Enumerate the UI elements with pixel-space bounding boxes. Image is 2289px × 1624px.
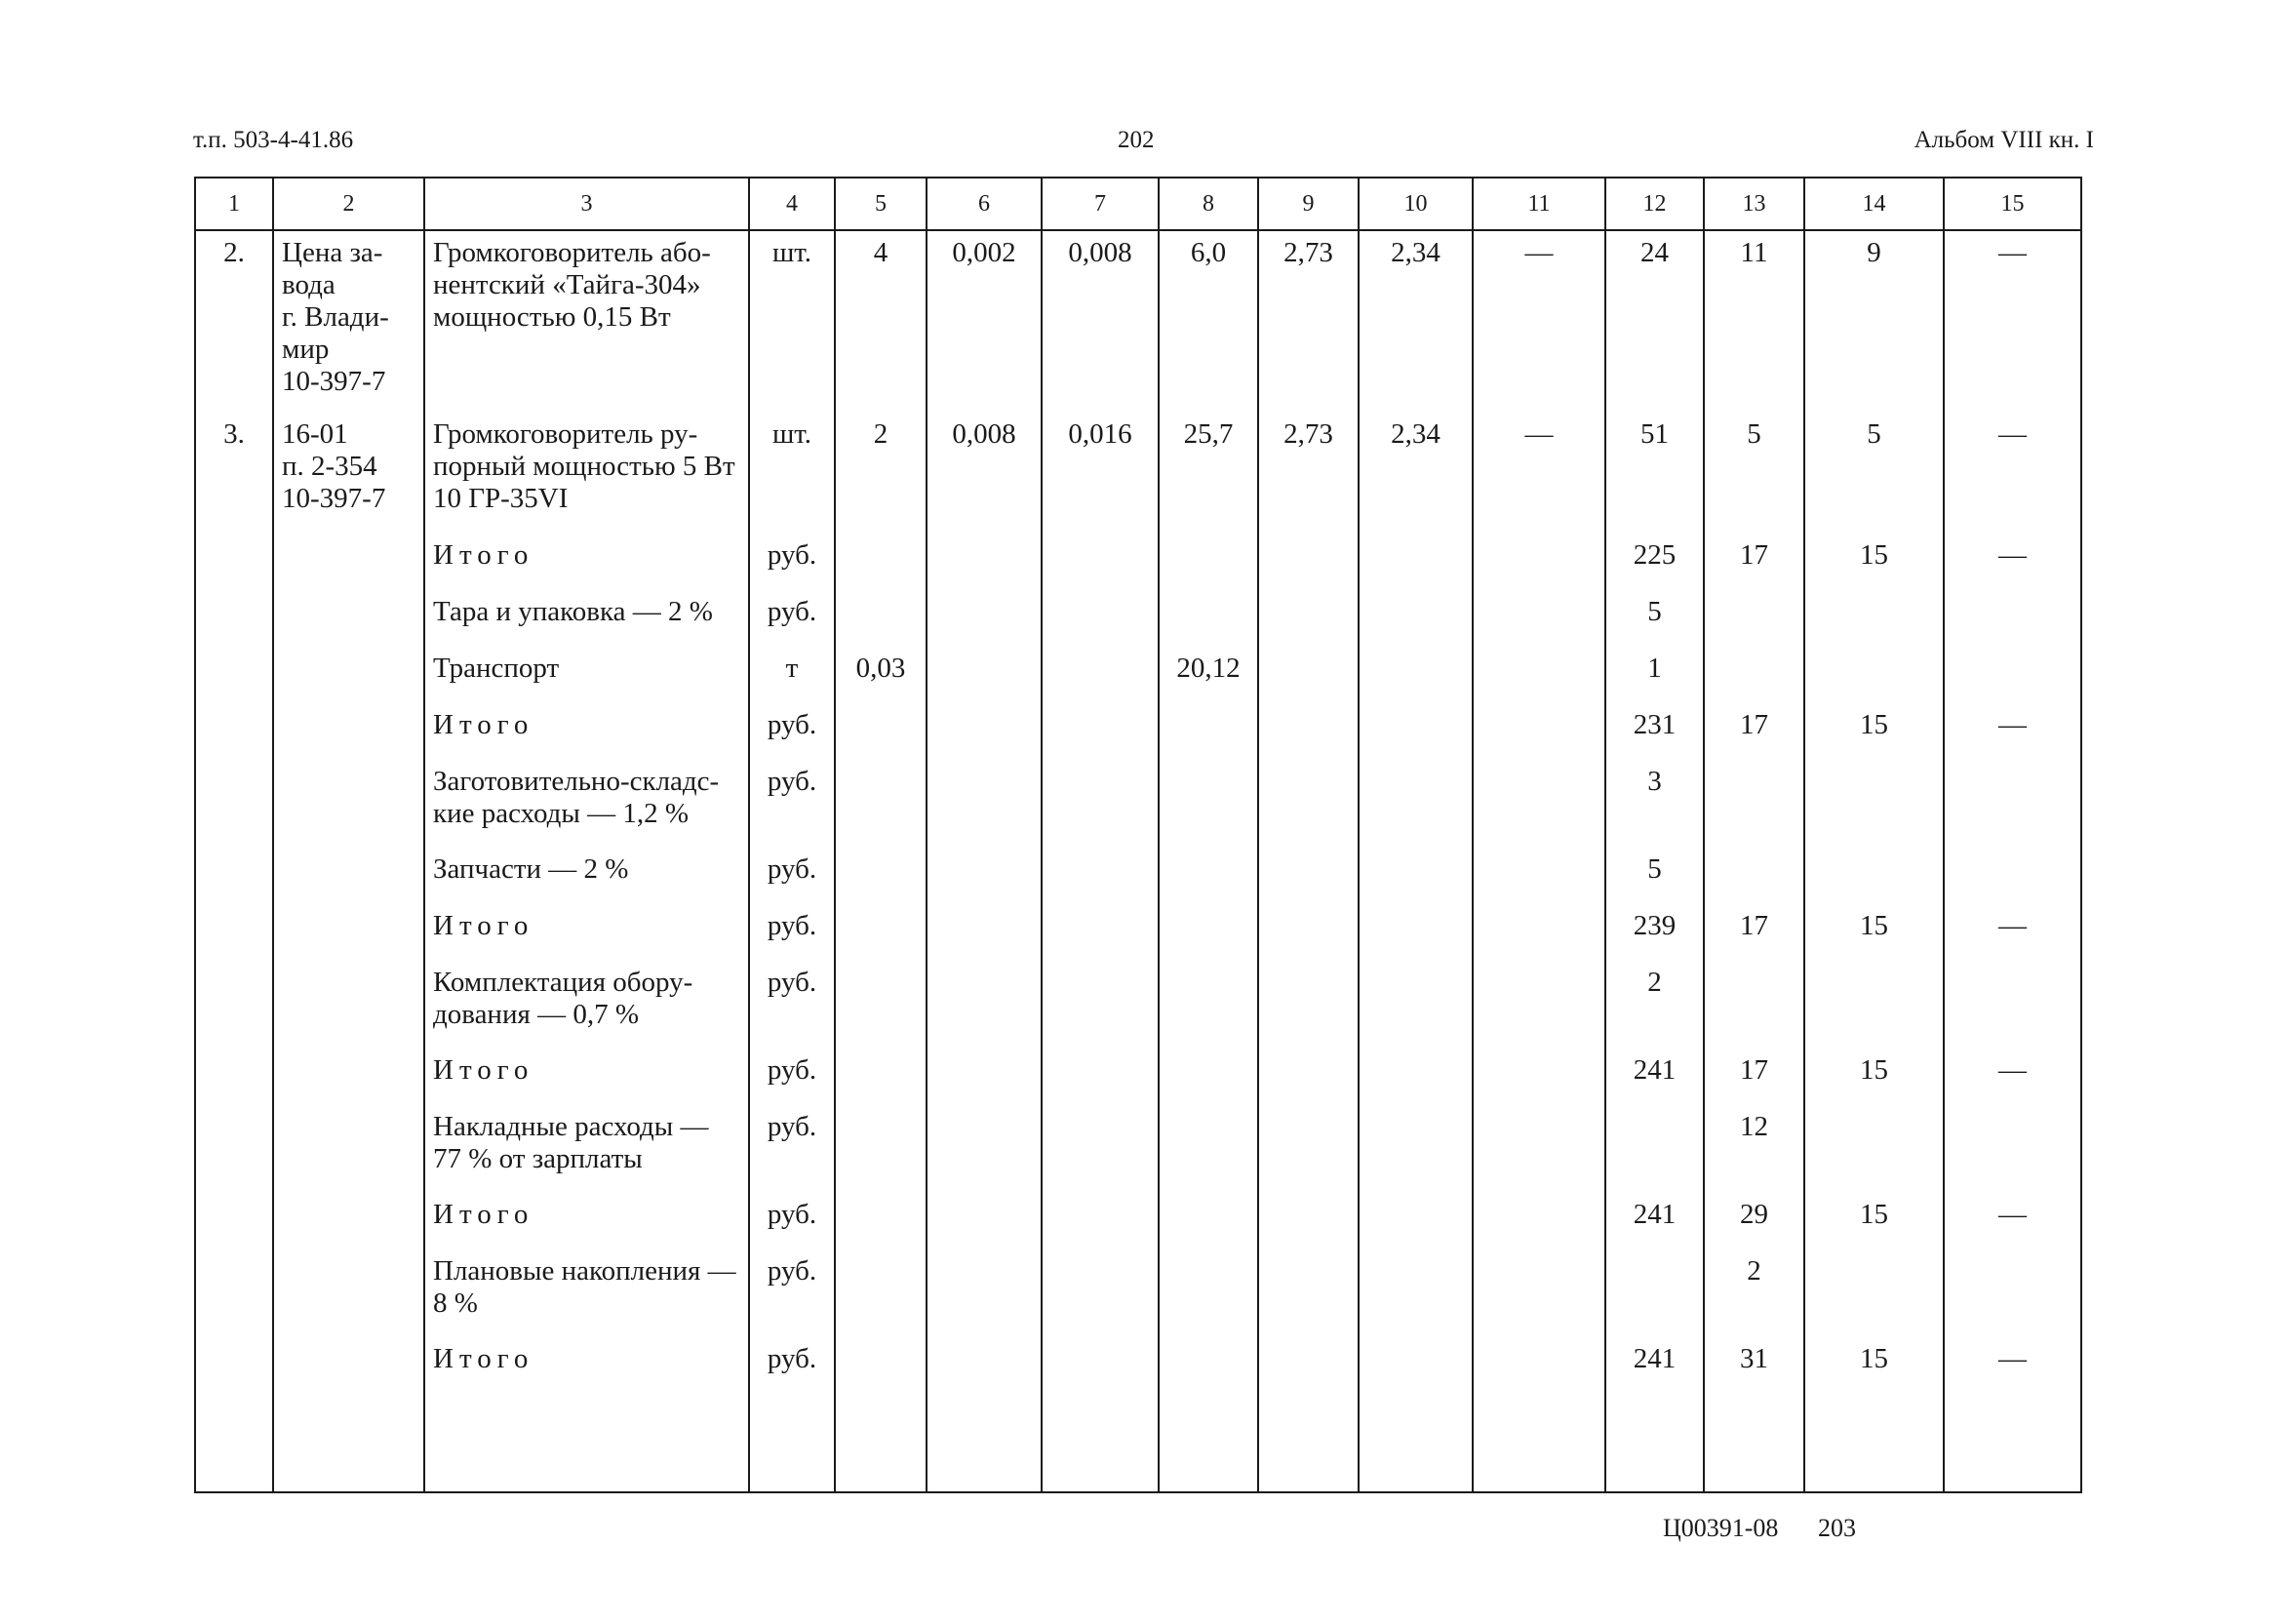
table-cell-col-4: руб. bbox=[749, 1337, 835, 1398]
table-cell-col-1 bbox=[195, 848, 273, 904]
table-cell-col-5: 2 bbox=[835, 413, 927, 534]
table-row bbox=[195, 904, 2081, 961]
table-cell-col-14: 5 bbox=[1804, 413, 1944, 534]
table-cell-col-6: 0,002 bbox=[927, 230, 1042, 413]
table-cell-col-9 bbox=[1258, 848, 1359, 904]
table-cell-col-13: 17 bbox=[1704, 1049, 1804, 1105]
table-cell-col-1 bbox=[195, 1337, 273, 1398]
table-cell-col-4: руб. bbox=[749, 848, 835, 904]
table-cell-col-7 bbox=[1042, 1193, 1159, 1249]
table-cell-col-11 bbox=[1473, 590, 1605, 647]
table-cell-col-15: — bbox=[1944, 904, 2081, 961]
table-cell-col-13 bbox=[1704, 848, 1804, 904]
table-cell-col-11 bbox=[1473, 1337, 1605, 1398]
table-cell-col-1 bbox=[195, 1249, 273, 1337]
table-cell-col-4: шт. bbox=[749, 413, 835, 534]
table-cell-col-4: руб. bbox=[749, 961, 835, 1049]
table-cell-col-10 bbox=[1359, 1105, 1473, 1193]
table-cell-col-14 bbox=[1804, 647, 1944, 703]
table-cell-col-14 bbox=[1804, 1105, 1944, 1193]
table-cell-col-9 bbox=[1258, 647, 1359, 703]
table-cell-col-7 bbox=[1042, 1249, 1159, 1337]
table-cell-col-13: 31 bbox=[1704, 1337, 1804, 1398]
column-header: 4 bbox=[749, 178, 835, 230]
table-cell-col-10 bbox=[1359, 1049, 1473, 1105]
table-cell-col-14 bbox=[1804, 848, 1944, 904]
table-cell-col-2 bbox=[273, 848, 424, 904]
table-cell-col-12 bbox=[1605, 1105, 1704, 1193]
table-cell-col-1 bbox=[195, 760, 273, 848]
table-cell-col-5 bbox=[835, 1049, 927, 1105]
table-cell-col-3: Заготовительно-складс- кие расходы — 1,2 % bbox=[424, 760, 749, 848]
table-cell-col-8 bbox=[1159, 848, 1258, 904]
column-header: 2 bbox=[273, 178, 424, 230]
table-cell-col-3: Итого bbox=[424, 904, 749, 961]
table-cell-col-2 bbox=[273, 534, 424, 590]
estimate-table-body bbox=[195, 230, 2081, 1492]
table-cell-col-1: 2. bbox=[195, 230, 273, 413]
table-cell-col-6 bbox=[927, 703, 1042, 760]
table-cell-col-8 bbox=[1159, 1105, 1258, 1193]
page-number: 202 bbox=[1118, 127, 1155, 153]
table-cell-col-6 bbox=[927, 647, 1042, 703]
table-cell-col-12 bbox=[1605, 1249, 1704, 1337]
table-cell-col-12: 51 bbox=[1605, 413, 1704, 534]
table-cell-col-7 bbox=[1042, 703, 1159, 760]
table-cell-col-11 bbox=[1473, 703, 1605, 760]
table-cell-col-8 bbox=[1159, 904, 1258, 961]
table-cell-col-1 bbox=[195, 534, 273, 590]
empty-cell bbox=[927, 1398, 1042, 1492]
table-cell-col-4: руб. bbox=[749, 590, 835, 647]
column-header: 8 bbox=[1159, 178, 1258, 230]
estimate-table bbox=[194, 177, 2082, 1493]
footer bbox=[1663, 1514, 1889, 1543]
table-cell-col-9 bbox=[1258, 703, 1359, 760]
table-cell-col-13: 12 bbox=[1704, 1105, 1804, 1193]
table-cell-col-6 bbox=[927, 904, 1042, 961]
column-header: 6 bbox=[927, 178, 1042, 230]
empty-cell bbox=[835, 1398, 927, 1492]
table-cell-col-14: 15 bbox=[1804, 1193, 1944, 1249]
table-cell-col-3: Запчасти — 2 % bbox=[424, 848, 749, 904]
table-cell-col-4: руб. bbox=[749, 1049, 835, 1105]
empty-cell bbox=[1042, 1398, 1159, 1492]
table-cell-col-8 bbox=[1159, 1049, 1258, 1105]
table-cell-col-10 bbox=[1359, 961, 1473, 1049]
column-header: 7 bbox=[1042, 178, 1159, 230]
table-cell-col-1 bbox=[195, 1049, 273, 1105]
table-cell-col-14 bbox=[1804, 961, 1944, 1049]
table-cell-col-8 bbox=[1159, 590, 1258, 647]
table-cell-col-15: — bbox=[1944, 534, 2081, 590]
table-cell-col-15: — bbox=[1944, 1049, 2081, 1105]
table-cell-col-13: 5 bbox=[1704, 413, 1804, 534]
column-header: 14 bbox=[1804, 178, 1944, 230]
table-cell-col-5 bbox=[835, 1105, 927, 1193]
empty-cell bbox=[424, 1398, 749, 1492]
table-cell-col-15 bbox=[1944, 647, 2081, 703]
table-cell-col-10 bbox=[1359, 1193, 1473, 1249]
table-cell-col-2: 16-01 п. 2-354 10-397-7 bbox=[273, 413, 424, 534]
empty-cell bbox=[1704, 1398, 1804, 1492]
table-cell-col-7 bbox=[1042, 760, 1159, 848]
table-cell-col-6 bbox=[927, 848, 1042, 904]
table-cell-col-10 bbox=[1359, 848, 1473, 904]
table-cell-col-14 bbox=[1804, 1249, 1944, 1337]
table-cell-col-9: 2,73 bbox=[1258, 413, 1359, 534]
table-cell-col-12: 24 bbox=[1605, 230, 1704, 413]
table-cell-col-1 bbox=[195, 904, 273, 961]
table-cell-col-14 bbox=[1804, 760, 1944, 848]
table-cell-col-11 bbox=[1473, 961, 1605, 1049]
table-cell-col-10 bbox=[1359, 904, 1473, 961]
empty-cell bbox=[273, 1398, 424, 1492]
table-cell-col-9 bbox=[1258, 590, 1359, 647]
table-row bbox=[195, 1105, 2081, 1193]
album-reference: Альбом VIII кн. I bbox=[1914, 127, 2094, 153]
table-cell-col-3: Громкоговоритель ру- порный мощностью 5 Вт 10 ГР-35VI bbox=[424, 413, 749, 534]
table-cell-col-5 bbox=[835, 904, 927, 961]
table-cell-col-12: 2 bbox=[1605, 961, 1704, 1049]
table-cell-col-11: — bbox=[1473, 413, 1605, 534]
table-cell-col-10 bbox=[1359, 703, 1473, 760]
table-cell-col-2 bbox=[273, 1249, 424, 1337]
table-cell-col-3: Накладные расходы — 77 % от зарплаты bbox=[424, 1105, 749, 1193]
table-cell-col-11 bbox=[1473, 848, 1605, 904]
table-cell-col-2 bbox=[273, 904, 424, 961]
table-cell-col-9: 2,73 bbox=[1258, 230, 1359, 413]
table-cell-col-10 bbox=[1359, 760, 1473, 848]
table-cell-col-10 bbox=[1359, 534, 1473, 590]
table-cell-col-9 bbox=[1258, 1049, 1359, 1105]
table-cell-col-6 bbox=[927, 760, 1042, 848]
table-cell-col-2 bbox=[273, 1337, 424, 1398]
table-cell-col-7 bbox=[1042, 961, 1159, 1049]
table-cell-col-2: Цена за- вода г. Влади- мир 10-397-7 bbox=[273, 230, 424, 413]
table-cell-col-1 bbox=[195, 1105, 273, 1193]
table-cell-col-3: Итого bbox=[424, 703, 749, 760]
table-cell-col-6 bbox=[927, 1337, 1042, 1398]
empty-cell bbox=[1804, 1398, 1944, 1492]
table-cell-col-9 bbox=[1258, 534, 1359, 590]
table-cell-col-5 bbox=[835, 1249, 927, 1337]
footer-code: Ц00391-08 bbox=[1663, 1514, 1779, 1542]
table-cell-col-1 bbox=[195, 590, 273, 647]
table-cell-col-3: Тара и упаковка — 2 % bbox=[424, 590, 749, 647]
table-cell-col-14: 9 bbox=[1804, 230, 1944, 413]
table-cell-col-9 bbox=[1258, 1249, 1359, 1337]
table-cell-col-10: 2,34 bbox=[1359, 413, 1473, 534]
table-row bbox=[195, 534, 2081, 590]
table-cell-col-1 bbox=[195, 961, 273, 1049]
table-cell-col-15: — bbox=[1944, 703, 2081, 760]
table-cell-col-4: т bbox=[749, 647, 835, 703]
column-header: 9 bbox=[1258, 178, 1359, 230]
table-cell-col-4: руб. bbox=[749, 1249, 835, 1337]
column-number-row bbox=[195, 178, 2081, 230]
table-cell-col-15: — bbox=[1944, 413, 2081, 534]
table-cell-col-8: 25,7 bbox=[1159, 413, 1258, 534]
empty-cell bbox=[1258, 1398, 1359, 1492]
table-row bbox=[195, 1049, 2081, 1105]
table-cell-col-9 bbox=[1258, 1337, 1359, 1398]
table-cell-col-8 bbox=[1159, 1337, 1258, 1398]
table-cell-col-7 bbox=[1042, 904, 1159, 961]
table-cell-col-9 bbox=[1258, 760, 1359, 848]
table-cell-col-2 bbox=[273, 961, 424, 1049]
table-cell-col-9 bbox=[1258, 961, 1359, 1049]
table-cell-col-10 bbox=[1359, 590, 1473, 647]
table-cell-col-7 bbox=[1042, 590, 1159, 647]
table-filler-row bbox=[195, 1398, 2081, 1492]
table-cell-col-15: — bbox=[1944, 1337, 2081, 1398]
table-row bbox=[195, 848, 2081, 904]
table-cell-col-3: Итого bbox=[424, 534, 749, 590]
table-cell-col-11 bbox=[1473, 1049, 1605, 1105]
table-cell-col-8: 6,0 bbox=[1159, 230, 1258, 413]
column-header: 5 bbox=[835, 178, 927, 230]
table-cell-col-10: 2,34 bbox=[1359, 230, 1473, 413]
table-cell-col-14: 15 bbox=[1804, 703, 1944, 760]
table-cell-col-15 bbox=[1944, 961, 2081, 1049]
column-header: 11 bbox=[1473, 178, 1605, 230]
table-cell-col-11 bbox=[1473, 647, 1605, 703]
table-cell-col-12: 5 bbox=[1605, 848, 1704, 904]
table-cell-col-9 bbox=[1258, 904, 1359, 961]
table-cell-col-11 bbox=[1473, 1105, 1605, 1193]
table-row bbox=[195, 1193, 2081, 1249]
table-row bbox=[195, 413, 2081, 534]
table-cell-col-3: Итого bbox=[424, 1049, 749, 1105]
table-cell-col-13: 17 bbox=[1704, 904, 1804, 961]
table-cell-col-15 bbox=[1944, 1249, 2081, 1337]
table-cell-col-6 bbox=[927, 534, 1042, 590]
table-cell-col-13: 29 bbox=[1704, 1193, 1804, 1249]
table-cell-col-5 bbox=[835, 703, 927, 760]
table-cell-col-5 bbox=[835, 534, 927, 590]
table-cell-col-11: — bbox=[1473, 230, 1605, 413]
table-cell-col-12: 1 bbox=[1605, 647, 1704, 703]
table-cell-col-7 bbox=[1042, 848, 1159, 904]
table-cell-col-14: 15 bbox=[1804, 1049, 1944, 1105]
table-cell-col-6 bbox=[927, 961, 1042, 1049]
table-cell-col-2 bbox=[273, 1105, 424, 1193]
table-cell-col-3: Транспорт bbox=[424, 647, 749, 703]
table-row bbox=[195, 1337, 2081, 1398]
table-cell-col-1 bbox=[195, 647, 273, 703]
table-cell-col-10 bbox=[1359, 1249, 1473, 1337]
table-cell-col-4: руб. bbox=[749, 904, 835, 961]
table-cell-col-1 bbox=[195, 1193, 273, 1249]
table-cell-col-4: руб. bbox=[749, 1105, 835, 1193]
table-cell-col-7: 0,016 bbox=[1042, 413, 1159, 534]
table-cell-col-5 bbox=[835, 848, 927, 904]
table-cell-col-2 bbox=[273, 703, 424, 760]
table-cell-col-6 bbox=[927, 590, 1042, 647]
table-cell-col-4: руб. bbox=[749, 760, 835, 848]
footer-page-number: 203 bbox=[1817, 1514, 1856, 1542]
table-cell-col-13: 2 bbox=[1704, 1249, 1804, 1337]
table-cell-col-8 bbox=[1159, 760, 1258, 848]
table-cell-col-3: Итого bbox=[424, 1193, 749, 1249]
table-cell-col-7 bbox=[1042, 1049, 1159, 1105]
table-cell-col-15 bbox=[1944, 760, 2081, 848]
table-cell-col-3: Комплектация обору- дования — 0,7 % bbox=[424, 961, 749, 1049]
table-cell-col-11 bbox=[1473, 1193, 1605, 1249]
table-cell-col-4: руб. bbox=[749, 703, 835, 760]
table-cell-col-5 bbox=[835, 760, 927, 848]
table-cell-col-15 bbox=[1944, 1105, 2081, 1193]
table-cell-col-14: 15 bbox=[1804, 534, 1944, 590]
table-cell-col-8: 20,12 bbox=[1159, 647, 1258, 703]
table-cell-col-5 bbox=[835, 961, 927, 1049]
table-cell-col-3: Итого bbox=[424, 1337, 749, 1398]
table-cell-col-14: 15 bbox=[1804, 904, 1944, 961]
table-row bbox=[195, 647, 2081, 703]
table-cell-col-5 bbox=[835, 1337, 927, 1398]
table-cell-col-7 bbox=[1042, 647, 1159, 703]
document-code: т.п. 503-4-41.86 bbox=[193, 127, 354, 153]
table-row bbox=[195, 230, 2081, 413]
table-cell-col-2 bbox=[273, 647, 424, 703]
table-row bbox=[195, 961, 2081, 1049]
table-cell-col-7: 0,008 bbox=[1042, 230, 1159, 413]
table-cell-col-3: Плановые накопления — 8 % bbox=[424, 1249, 749, 1337]
table-row bbox=[195, 703, 2081, 760]
table-cell-col-15 bbox=[1944, 590, 2081, 647]
table-cell-col-5 bbox=[835, 1193, 927, 1249]
table-cell-col-13 bbox=[1704, 590, 1804, 647]
column-header: 1 bbox=[195, 178, 273, 230]
table-cell-col-10 bbox=[1359, 647, 1473, 703]
table-cell-col-4: шт. bbox=[749, 230, 835, 413]
table-cell-col-13: 17 bbox=[1704, 703, 1804, 760]
empty-cell bbox=[1944, 1398, 2081, 1492]
table-cell-col-9 bbox=[1258, 1105, 1359, 1193]
table-cell-col-7 bbox=[1042, 1337, 1159, 1398]
table-cell-col-7 bbox=[1042, 1105, 1159, 1193]
table-cell-col-6: 0,008 bbox=[927, 413, 1042, 534]
table-cell-col-15: — bbox=[1944, 1193, 2081, 1249]
empty-cell bbox=[195, 1398, 273, 1492]
table-cell-col-14 bbox=[1804, 590, 1944, 647]
table-cell-col-13: 17 bbox=[1704, 534, 1804, 590]
table-row bbox=[195, 760, 2081, 848]
table-cell-col-8 bbox=[1159, 961, 1258, 1049]
table-cell-col-11 bbox=[1473, 904, 1605, 961]
table-cell-col-13 bbox=[1704, 961, 1804, 1049]
table-cell-col-11 bbox=[1473, 760, 1605, 848]
column-header: 15 bbox=[1944, 178, 2081, 230]
table-cell-col-9 bbox=[1258, 1193, 1359, 1249]
table-cell-col-13 bbox=[1704, 760, 1804, 848]
table-cell-col-6 bbox=[927, 1105, 1042, 1193]
table-cell-col-11 bbox=[1473, 1249, 1605, 1337]
table-cell-col-13: 11 bbox=[1704, 230, 1804, 413]
table-cell-col-7 bbox=[1042, 534, 1159, 590]
empty-cell bbox=[1605, 1398, 1704, 1492]
table-cell-col-2 bbox=[273, 1049, 424, 1105]
table-cell-col-12: 3 bbox=[1605, 760, 1704, 848]
table-cell-col-10 bbox=[1359, 1337, 1473, 1398]
table-cell-col-1: 3. bbox=[195, 413, 273, 534]
table-cell-col-2 bbox=[273, 1193, 424, 1249]
column-header: 3 bbox=[424, 178, 749, 230]
table-cell-col-13 bbox=[1704, 647, 1804, 703]
table-cell-col-6 bbox=[927, 1049, 1042, 1105]
table-cell-col-12: 239 bbox=[1605, 904, 1704, 961]
table-cell-col-12: 241 bbox=[1605, 1049, 1704, 1105]
table-cell-col-5 bbox=[835, 590, 927, 647]
table-cell-col-2 bbox=[273, 590, 424, 647]
table-cell-col-8 bbox=[1159, 1249, 1258, 1337]
table-cell-col-11 bbox=[1473, 534, 1605, 590]
column-header: 12 bbox=[1605, 178, 1704, 230]
table-row bbox=[195, 1249, 2081, 1337]
empty-cell bbox=[1473, 1398, 1605, 1492]
table-cell-col-8 bbox=[1159, 703, 1258, 760]
column-header: 13 bbox=[1704, 178, 1804, 230]
empty-cell bbox=[1159, 1398, 1258, 1492]
empty-cell bbox=[1359, 1398, 1473, 1492]
table-cell-col-12: 231 bbox=[1605, 703, 1704, 760]
table-cell-col-1 bbox=[195, 703, 273, 760]
table-cell-col-2 bbox=[273, 760, 424, 848]
table-cell-col-15 bbox=[1944, 848, 2081, 904]
table-cell-col-12: 241 bbox=[1605, 1193, 1704, 1249]
table-cell-col-12: 241 bbox=[1605, 1337, 1704, 1398]
table-cell-col-6 bbox=[927, 1193, 1042, 1249]
table-cell-col-8 bbox=[1159, 534, 1258, 590]
table-cell-col-6 bbox=[927, 1249, 1042, 1337]
column-header: 10 bbox=[1359, 178, 1473, 230]
table-cell-col-12: 5 bbox=[1605, 590, 1704, 647]
table-cell-col-15: — bbox=[1944, 230, 2081, 413]
table-cell-col-8 bbox=[1159, 1193, 1258, 1249]
table-cell-col-4: руб. bbox=[749, 534, 835, 590]
empty-cell bbox=[749, 1398, 835, 1492]
table-cell-col-5: 4 bbox=[835, 230, 927, 413]
table-cell-col-3: Громкоговоритель або- нентский «Тайга-304» мощностью 0,15 Вт bbox=[424, 230, 749, 413]
table-row bbox=[195, 590, 2081, 647]
table-cell-col-5: 0,03 bbox=[835, 647, 927, 703]
table-cell-col-4: руб. bbox=[749, 1193, 835, 1249]
table-cell-col-14: 15 bbox=[1804, 1337, 1944, 1398]
table-cell-col-12: 225 bbox=[1605, 534, 1704, 590]
